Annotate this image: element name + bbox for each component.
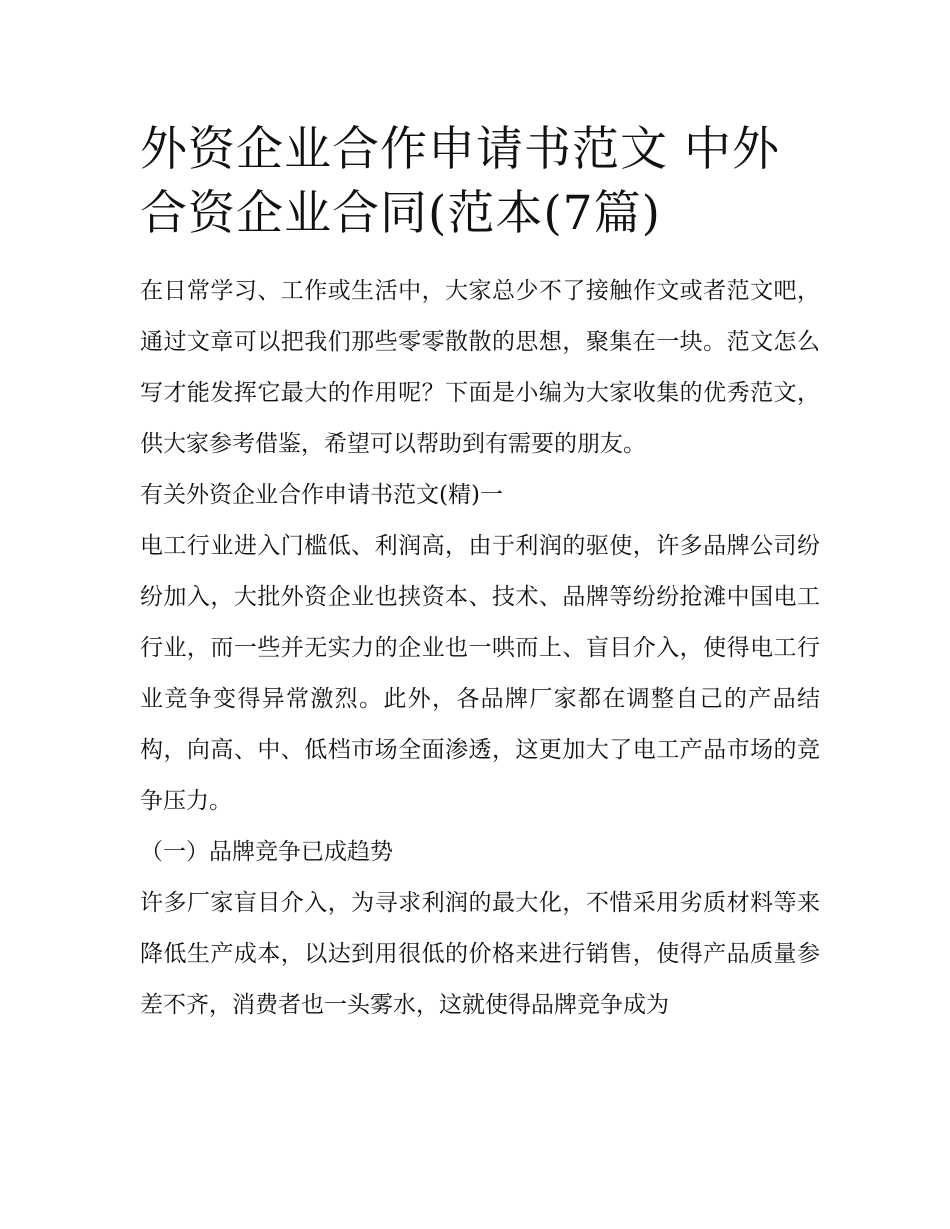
body-paragraph: 电工行业进入门槛低、利润高，由于利润的驱使，许多品牌公司纷纷加入，大批外资企业也挟资本、技术、品牌等纷纷抢滩中国电工行业，而一些并无实力的企业也一哄而上、盲目介入，使得电工行业竞争变得异常激烈。此外，各品牌厂家都在调整自己的产品结构，向高、中、低档市场全面渗透，这更加大了电工产品市场的竞争压力。 (140, 533, 820, 814)
intro-paragraph: 在日常学习、工作或生活中，大家总少不了接触作文或者范文吧，通过文章可以把我们那些零零散散的思想，聚集在一块。范文怎么写才能发挥它最大的作用呢？下面是小编为大家收集的优秀范文，供大家参考借鉴，希望可以帮助到有需要的朋友。 (140, 278, 820, 457)
body-paragraph: 许多厂家盲目介入，为寻求利润的最大化，不惜采用劣质材料等来降低生产成本，以达到用很低的价格来进行销售，使得产品质量参差不齐，消费者也一头雾水，这就使得品牌竞争成为 (140, 890, 820, 1018)
document-title: 外资企业合作申请书范文 中外合资企业合同(范本(7篇) (140, 122, 780, 241)
section-heading: 有关外资企业合作申请书范文(精)一 (140, 482, 503, 508)
subsection-heading: （一）品牌竞争已成趋势 (140, 839, 393, 865)
document-page (140, 118, 820, 1031)
